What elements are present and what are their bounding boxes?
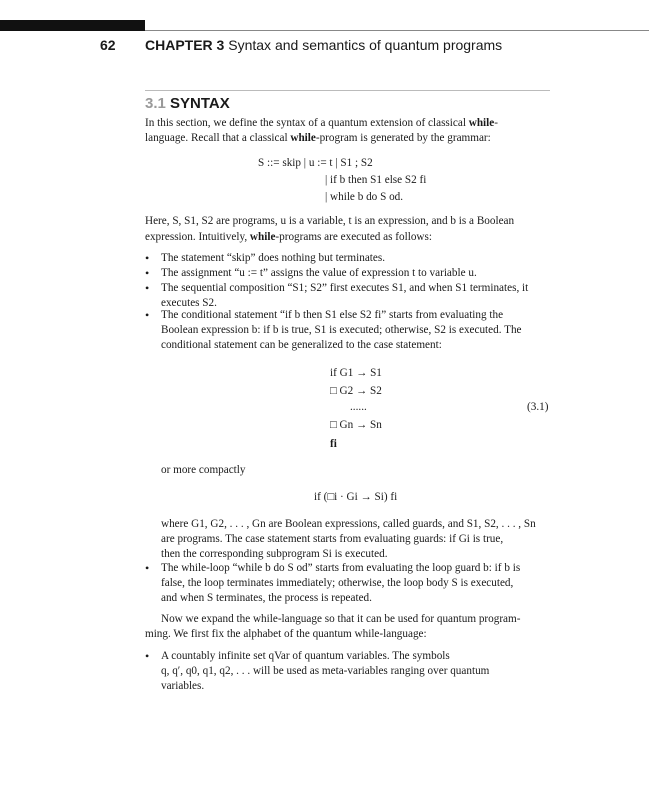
case-line-4: □ Gn → Sn	[330, 419, 382, 431]
guards-line-1: where G1, G2, . . . , Gn are Boolean expressions, called guards, and S1, S2, . . . , Sn	[161, 518, 536, 530]
section-number: 3.1	[145, 95, 166, 112]
page-number: 62	[100, 37, 116, 53]
running-head	[145, 37, 502, 53]
bullet-icon: •	[145, 561, 150, 575]
while-line-2: false, the loop terminates immediately; otherwise, the loop body S is executed,	[161, 577, 514, 589]
section-heading	[145, 95, 230, 112]
bullet-icon: •	[145, 281, 150, 295]
explain-line-1: Here, S, S1, S2 are programs, u is a variable, t is an expression, and b is a Boolean	[145, 215, 515, 227]
bullet-icon: •	[145, 649, 150, 663]
while-line-3: and when S terminates, the process is repeated.	[161, 592, 372, 604]
qvar-line-3: variables.	[161, 680, 205, 692]
expand-line-1: Now we expand the while-language so that it can be used for quantum program-	[161, 613, 521, 625]
compact-label: or more compactly	[161, 464, 246, 476]
bullet-skip: The statement “skip” does nothing but terminates.	[161, 252, 386, 264]
bullet-icon: •	[145, 251, 150, 265]
case-line-2: □ G2 → S2	[330, 385, 382, 397]
bullet-cond-line-1: The conditional statement “if b then S1 else S2 fi” starts from evaluating the	[161, 309, 504, 321]
top-black-bar	[0, 20, 145, 31]
section-rule	[145, 90, 550, 91]
chapter-title: Syntax and semantics of quantum programs	[228, 37, 503, 53]
bullet-seq-line-1: The sequential composition “S1; S2” first executes S1, and when S1 terminates, it	[161, 282, 529, 294]
bullet-icon: •	[145, 266, 150, 280]
expand-line-2: ming. We first fix the alphabet of the quantum while-language:	[145, 628, 427, 640]
section-title: SYNTAX	[170, 95, 230, 112]
bullet-assign: The assignment “u := t” assigns the value of expression t to variable u.	[161, 267, 477, 279]
case-fi: fi	[330, 438, 337, 450]
equation-number: (3.1)	[527, 401, 549, 413]
case-line-1: if G1 → S1	[330, 367, 382, 379]
bullet-icon: •	[145, 308, 150, 322]
grammar-line-3: | while b do S od.	[325, 191, 404, 203]
bullet-cond-line-2: Boolean expression b: if b is true, S1 is executed; otherwise, S2 is executed. The	[161, 324, 522, 336]
case-dots: ......	[350, 401, 367, 413]
guards-line-3: then the corresponding subprogram Si is executed.	[161, 548, 388, 560]
while-line-1: The while-loop “while b do S od” starts from evaluating the loop guard b: if b is	[161, 562, 521, 574]
bullet-seq-line-2: executes S2.	[161, 297, 217, 309]
bullet-cond-line-3: conditional statement can be generalized to the case statement:	[161, 339, 442, 351]
qvar-line-1: A countably infinite set qVar of quantum variables. The symbols	[161, 650, 450, 662]
compact-formula: if (□i · Gi → Si) fi	[314, 491, 398, 503]
intro-line-2: language. Recall that a classical while-program is generated by the grammar:	[145, 132, 491, 144]
explain-line-2: expression. Intuitively, while-programs are executed as follows:	[145, 231, 432, 243]
header-rule	[145, 30, 649, 31]
qvar-line-2: q, q′, q0, q1, q2, . . . will be used as meta-variables ranging over quantum	[161, 665, 490, 677]
grammar-line-2: | if b then S1 else S2 fi	[325, 174, 427, 186]
chapter-label: CHAPTER 3	[145, 37, 225, 53]
guards-line-2: are programs. The case statement starts from evaluating guards: if Gi is true,	[161, 533, 504, 545]
intro-line-1: In this section, we define the syntax of a quantum extension of classical while-	[145, 117, 498, 129]
grammar-line-1: S ::= skip | u := t | S1 ; S2	[258, 157, 373, 169]
